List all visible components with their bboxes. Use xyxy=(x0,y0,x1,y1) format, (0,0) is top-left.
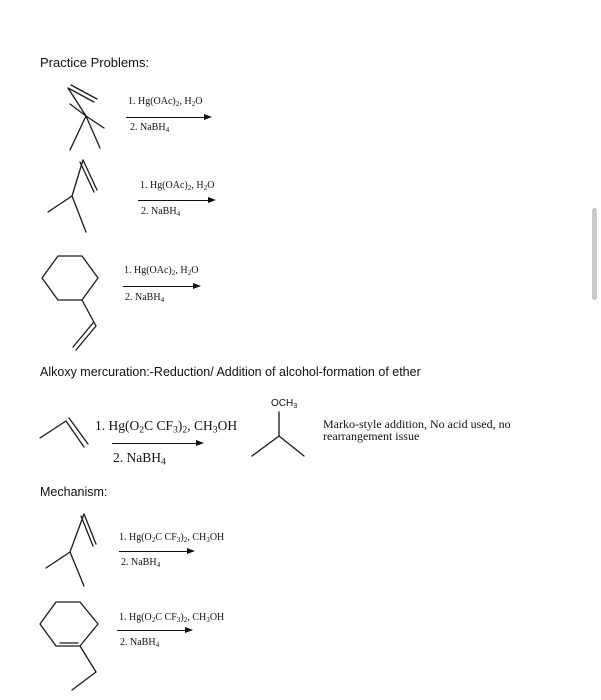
alkoxy-arrowhead xyxy=(196,440,204,446)
problem-3-arrowhead xyxy=(193,283,201,289)
mechanism-1-step-1: 1. $Hg(O_2C$ $CF_3)_2$, $CH_3OH$ xyxy=(119,532,225,544)
problem-1-step-2: 2. NaBH$_4$ xyxy=(130,122,170,134)
molecule-problem-2 xyxy=(48,160,97,232)
molecule-methoxypropane xyxy=(252,412,304,456)
mechanism-2-step-1: 1. $Hg(O_2C$ $CF_3)_2$, $CH_3OH$ xyxy=(119,612,225,624)
molecule-propene xyxy=(40,418,88,447)
problem-1-arrow xyxy=(126,117,206,118)
mechanism-heading: Mechanism: xyxy=(40,485,108,499)
alkoxy-note xyxy=(323,418,511,442)
problem-1-step-1: 1. $Hg(OAc)_2$, $H_2O$ xyxy=(128,96,203,108)
mechanism-1-step-2: 2. NaBH$_4$ xyxy=(121,557,161,569)
alkoxy-step-1: 1. $Hg(O_2C$ $CF_3)_2$, $CH_3OH$ xyxy=(95,418,238,436)
mechanism-2-step-2: 2. NaBH$_4$ xyxy=(120,637,160,649)
problem-2-arrow xyxy=(138,200,210,201)
problem-3-step-2: 2. NaBH$_4$ xyxy=(125,292,165,304)
alkoxy-arrow xyxy=(112,443,198,444)
alkoxy-note-line-2: rearrangement issue xyxy=(323,429,420,443)
problem-2-arrowhead xyxy=(208,197,216,203)
practice-heading: Practice Problems: xyxy=(40,55,150,70)
problem-2-step-2: 2. NaBH$_4$ xyxy=(141,206,181,218)
problem-3-arrow xyxy=(123,286,195,287)
problem-3-step-1: 1. $Hg(OAc)_2$, $H_2O$ xyxy=(124,265,199,277)
mechanism-1-arrow xyxy=(119,551,189,552)
mechanism-2-arrowhead xyxy=(185,627,193,633)
molecule-mechanism-1 xyxy=(46,514,96,586)
problem-2-step-1: 1. $Hg(OAc)_2$, $H_2O$ xyxy=(140,180,215,192)
alkoxy-step-2: 2. NaBH$_4$ xyxy=(113,450,166,468)
molecule-problem-3 xyxy=(42,256,98,350)
alkoxy-note-line-1: Marko-style addition, No acid used, no xyxy=(323,417,511,431)
problem-1-arrowhead xyxy=(204,114,212,120)
alkoxy-heading: Alkoxy mercuration:-Reduction/ Addition of alcohol-formation of ether xyxy=(40,365,421,379)
vertical-scrollbar[interactable] xyxy=(592,208,597,300)
mechanism-2-arrow xyxy=(117,630,187,631)
molecule-problem-1 xyxy=(68,85,104,150)
mechanism-1-arrowhead xyxy=(187,548,195,554)
product-och3-label: $OCH_3$ xyxy=(271,398,298,410)
molecule-mechanism-2 xyxy=(40,602,98,690)
